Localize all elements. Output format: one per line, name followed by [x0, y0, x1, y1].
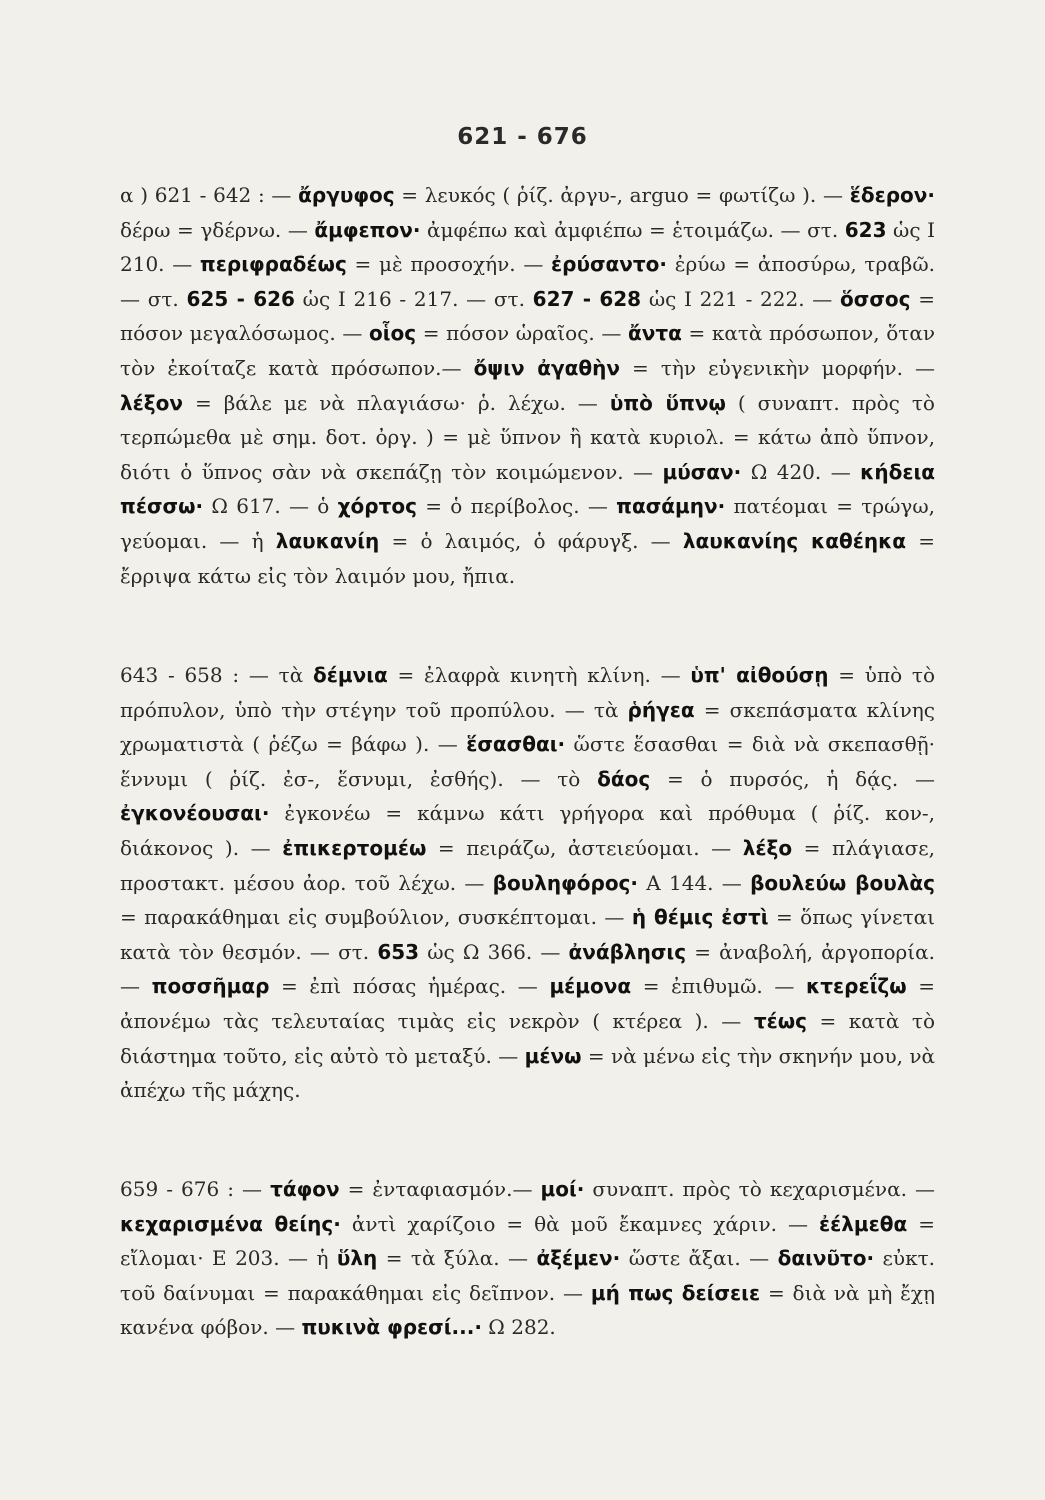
headword: ἀξέμεν· [536, 1246, 621, 1271]
gloss-text: = κατὰ πρόσωπον, ὅταν τὸν ἐκοίταζε κατὰ πρόσωπον.— [120, 321, 935, 380]
headword: περιφραδέως [199, 252, 347, 277]
gloss-text: 659 - 676 : — [120, 1177, 271, 1201]
headword: μοί· [540, 1177, 585, 1201]
gloss-text: = ὅπως γίνεται κατὰ τὸν θεσμόν. — στ. [120, 905, 935, 964]
headword: ἀνάβλησις [568, 939, 687, 964]
gloss-text: = ὁ πυρσός, ἡ δᾴς. — [650, 766, 935, 791]
gloss-text: ( συναπτ. πρὸς τὸ τερπώμεθα μὲ σημ. δοτ. ὀργ. ) = μὲ ὕπνον ἢ κατὰ κυριολ. = κάτω ἀπὸ ὕπνον, διότι ὁ ὕπνος σὰν νὰ σκεπάζῃ τὸν κοιμώμενον. — [120, 390, 935, 484]
headword: πυκινὰ φρεσί...· [301, 1315, 482, 1340]
gloss-text: ἐρύω = ἀποσύρω, τραβῶ. — στ. [120, 252, 935, 311]
headword: οἷος [368, 321, 417, 346]
gloss-text: = τὰ ξύλα. — [377, 1246, 537, 1271]
gloss-text: ὥστε ἄξαι. — [620, 1246, 778, 1271]
headword: ἐέλμεθα [818, 1211, 908, 1236]
headword: 625 - 626 [186, 286, 295, 311]
headword: δέμνια [313, 663, 388, 687]
headword: χόρτος [337, 494, 417, 519]
gloss-text: α ) 621 - 642 : — [120, 183, 299, 207]
gloss-text: ὥστε ἕσασθαι = διὰ νὰ σκεπασθῇ· ἕννυμι ( ῥίζ. ἐσ-, ἕσνυμι, ἐσθής). — τὸ [120, 732, 935, 791]
gloss-text: = ὁ περίβολος. — [416, 494, 617, 519]
headword: δαινῦτο· [777, 1246, 875, 1271]
gloss-text: εὐκτ. τοῦ δαίνυμαι = παρακάθημαι εἰς δεῖπνον. — [120, 1246, 935, 1305]
gloss-text: = ὑπὸ τὸ πρόπυλον, ὑπὸ τὴν στέγην τοῦ προπύλου. — τὰ [120, 663, 936, 722]
headword: ὑπὸ ὕπνῳ [609, 390, 726, 415]
headword: μέμονα [549, 974, 632, 999]
gloss-text: = τὴν εὐγενικὴν μορφήν. — [619, 355, 935, 380]
gloss-text: ὡς Ι 210. — [120, 217, 936, 277]
gloss-text: ἀντὶ χαρίζοιο = θὰ μοῦ ἔκαμνες χάριν. — [340, 1211, 819, 1236]
headword: ὄψιν ἀγαθὴν [473, 355, 620, 380]
gloss-text: = παρακάθημαι εἰς συμβούλιον, συσκέπτομαι. — [120, 905, 632, 930]
headword: μένω [524, 1043, 582, 1068]
gloss-text: = ἐπὶ πόσας ἡμέρας. — [269, 974, 550, 999]
headword: λαυκανίη [275, 528, 380, 553]
gloss-text: = πόσον ὡραῖος. — [416, 321, 628, 346]
gloss-text: = ἀναβολή, ἀργοπορία. — [120, 939, 935, 999]
gloss-text: ἐγκονέω = κάμνω κάτι γρήγορα καὶ πρόθυμα ( ῥίζ. κον-, διάκονος ). — [120, 801, 935, 860]
headword: κεχαρισμένα θείης· [120, 1211, 341, 1236]
gloss-text: = πειράζω, ἀστειεύομαι. — [426, 835, 743, 860]
headword: λέξον [120, 390, 183, 415]
gloss-text: Ω 617. — ὁ [203, 494, 338, 519]
page-heading: 621 - 676 [457, 124, 588, 150]
commentary-paragraph-3 [120, 1172, 935, 1345]
gloss-text: Α 144. — [638, 870, 751, 895]
gloss-text: δέρω = γδέρνω. — [120, 217, 315, 242]
headword: βουλεύω βουλὰς [750, 870, 935, 895]
gloss-text: = κατὰ τὸ διάστημα τοῦτο, εἰς αὐτὸ τὸ μεταξύ. — [120, 1008, 935, 1068]
headword: δάος [597, 766, 651, 791]
gloss-text: = βάλε με νὰ πλαγιάσω· ῥ. λέχω. — [182, 390, 610, 415]
headword: μύσαν· [662, 459, 742, 484]
headword: ἡ θέμις ἐστὶ [631, 905, 769, 930]
gloss-text: = σκεπάσματα κλίνης χρωματιστὰ ( ῥέζω = βάφω ). — [120, 697, 935, 757]
headword: ἐρύσαντο· [551, 252, 668, 277]
headword: λαυκανίης καθέηκα [682, 528, 907, 553]
headword: ἄργυφος [298, 183, 395, 207]
headword: ὕλη [336, 1246, 378, 1271]
headword: ἕδερον· [849, 183, 935, 207]
headword: ῥήγεα [627, 697, 695, 722]
headword: ὅσσος [840, 286, 911, 311]
gloss-text: = πλάγιασε, προστακτ. μέσου ἀορ. τοῦ λέχω. — [120, 835, 935, 895]
gloss-text: = πόσον μεγαλόσωμος. — [120, 286, 935, 346]
commentary-paragraph-2 [120, 658, 935, 1108]
headword: ἄμφεπον· [314, 217, 421, 242]
gloss-text: Ω 420. — [741, 459, 861, 484]
headword: 627 - 628 [532, 286, 642, 311]
headword: ποσσῆμαρ [151, 974, 270, 999]
gloss-text: πατέομαι = τρώγω, γεύομαι. — ἡ [120, 494, 936, 553]
headword: 653 [377, 939, 420, 964]
gloss-text: Ω 282. [481, 1315, 556, 1340]
headword: τάφον [270, 1177, 340, 1201]
gloss-text: = ἐνταφιασμόν.— [339, 1177, 541, 1201]
gloss-text: = μὲ προσοχήν. — [346, 252, 552, 277]
headword: μή πως δείσειε [590, 1280, 761, 1305]
gloss-text: = ἀπονέμω τὰς τελευταίας τιμὰς εἰς νεκρὸν ( κτέρεα ). — [120, 974, 935, 1033]
gloss-text: ὡς Ι 216 - 217. — στ. [294, 286, 533, 311]
headword: ἕσασθαι· [466, 732, 566, 757]
gloss-text: 643 - 658 : — τὰ [120, 663, 314, 687]
headword: κτερεΐζω [806, 974, 907, 999]
gloss-text: ὡς Ω 366. — [419, 939, 569, 964]
gloss-text: = διὰ νὰ μὴ ἔχῃ κανένα φόβον. — [120, 1280, 935, 1340]
gloss-text: = ἐπιθυμῶ. — [631, 974, 807, 999]
gloss-text: συναπτ. πρὸς τὸ κεχαρισμένα. — [584, 1177, 935, 1201]
headword: τέως [753, 1008, 807, 1033]
gloss-text: = ὁ λαιμός, ὁ φάρυγξ. — [379, 528, 683, 553]
headword: πασάμην· [616, 494, 726, 519]
headword: 623 [844, 217, 887, 242]
commentary-paragraph-1 [120, 178, 935, 593]
headword: βουληφόρος· [492, 870, 639, 895]
headword: λέξο [742, 835, 793, 860]
gloss-text: ἀμφέπω καὶ ἀμφιέπω = ἑτοιμάζω. — στ. [420, 217, 845, 242]
headword: ἄντα [627, 321, 682, 346]
gloss-text: = λευκός ( ῥίζ. ἀργυ-, arguo = φωτίζω ). — [394, 183, 850, 207]
headword: ἐπικερτομέω [282, 835, 427, 860]
headword: κήδεια πέσσω· [120, 459, 935, 519]
gloss-text: = νὰ μένω εἰς τὴν σκηνήν μου, νὰ ἀπέχω τῆς μάχης. [120, 1043, 935, 1103]
headword: ὑπ' αἰθούσῃ [690, 663, 829, 687]
gloss-text: = εἴλομαι· Ε 203. — ἡ [120, 1211, 935, 1271]
headword: ἐγκονέουσαι· [120, 801, 270, 826]
gloss-text: = ἐλαφρὰ κινητὴ κλίνη. — [387, 663, 691, 687]
gloss-text: = ἔρριψα κάτω εἰς τὸν λαιμόν μου, ἤπια. [120, 528, 935, 588]
gloss-text: ὡς Ι 221 - 222. — [641, 286, 841, 311]
